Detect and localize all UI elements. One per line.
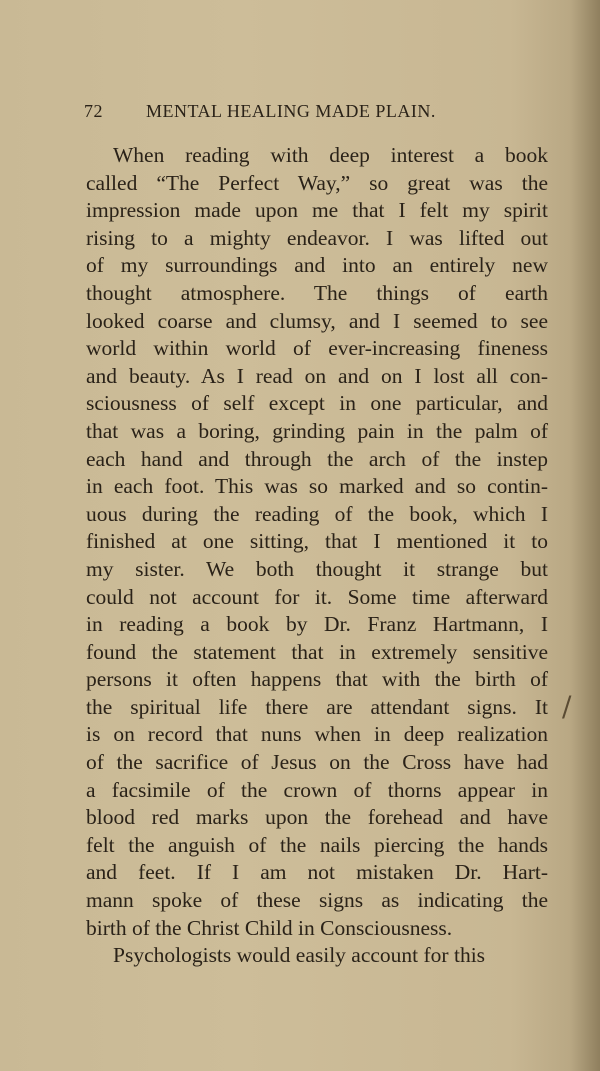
text-line: impression made upon me that I felt my spirit [86,198,548,223]
text-line: blood red marks upon the forehead and have [86,805,548,830]
text-line: finished at one sitting, that I mentioned it to [86,529,548,554]
running-header [84,101,554,125]
text-line: looked coarse and clumsy, and I seemed to see [86,308,548,333]
page-number: 72 [84,101,103,121]
text-line: birth of the Christ Child in Consciousness. [86,915,453,940]
text-line: could not account for it. Some time afterward [86,584,548,609]
text-line: sciousness of self except in one particular, and [86,391,548,416]
text-line: in each foot. This was so marked and so contin- [86,474,548,499]
text-line: the spiritual life there are attendant signs. It [86,694,548,719]
text-line: thought atmosphere. The things of earth [86,280,548,305]
text-line: rising to a mighty endeavor. I was lifted out [86,225,548,250]
text-line: of my surroundings and into an entirely new [86,253,548,278]
text-line: of the sacrifice of Jesus on the Cross have had [86,750,548,775]
text-line: Psychologists would easily account for this [113,943,486,968]
text-line: called “The Perfect Way,” so great was the [86,170,548,195]
text-line: uous during the reading of the book, which I [86,501,548,526]
text-line: my sister. We both thought it strange but [86,556,548,581]
text-line: and feet. If I am not mistaken Dr. Hart- [86,860,548,885]
text-line: mann spoke of these signs as indicating the [86,888,548,913]
text-line: that was a boring, grinding pain in the palm of [86,418,548,443]
text-line: When reading with deep interest a book [113,143,548,167]
text-line: world within world of ever-increasing fineness [86,336,548,361]
text-line: each hand and through the arch of the instep [86,446,548,471]
text-line: and beauty. As I read on and on I lost all con- [86,363,548,388]
running-title: MENTAL HEALING MADE PLAIN. [146,101,436,121]
page-body-text [86,142,548,970]
text-line: a facsimile of the crown of thorns appear in [86,777,548,802]
text-line: persons it often happens that with the birth of [86,667,548,692]
text-line: in reading a book by Dr. Franz Hartmann, I [86,612,548,637]
text-line: found the statement that in extremely sensitive [86,639,548,664]
text-line: is on record that nuns when in deep realization [86,722,548,747]
margin-pencil-mark: / [562,690,572,723]
text-line: felt the anguish of the nails piercing the hands [86,832,548,857]
